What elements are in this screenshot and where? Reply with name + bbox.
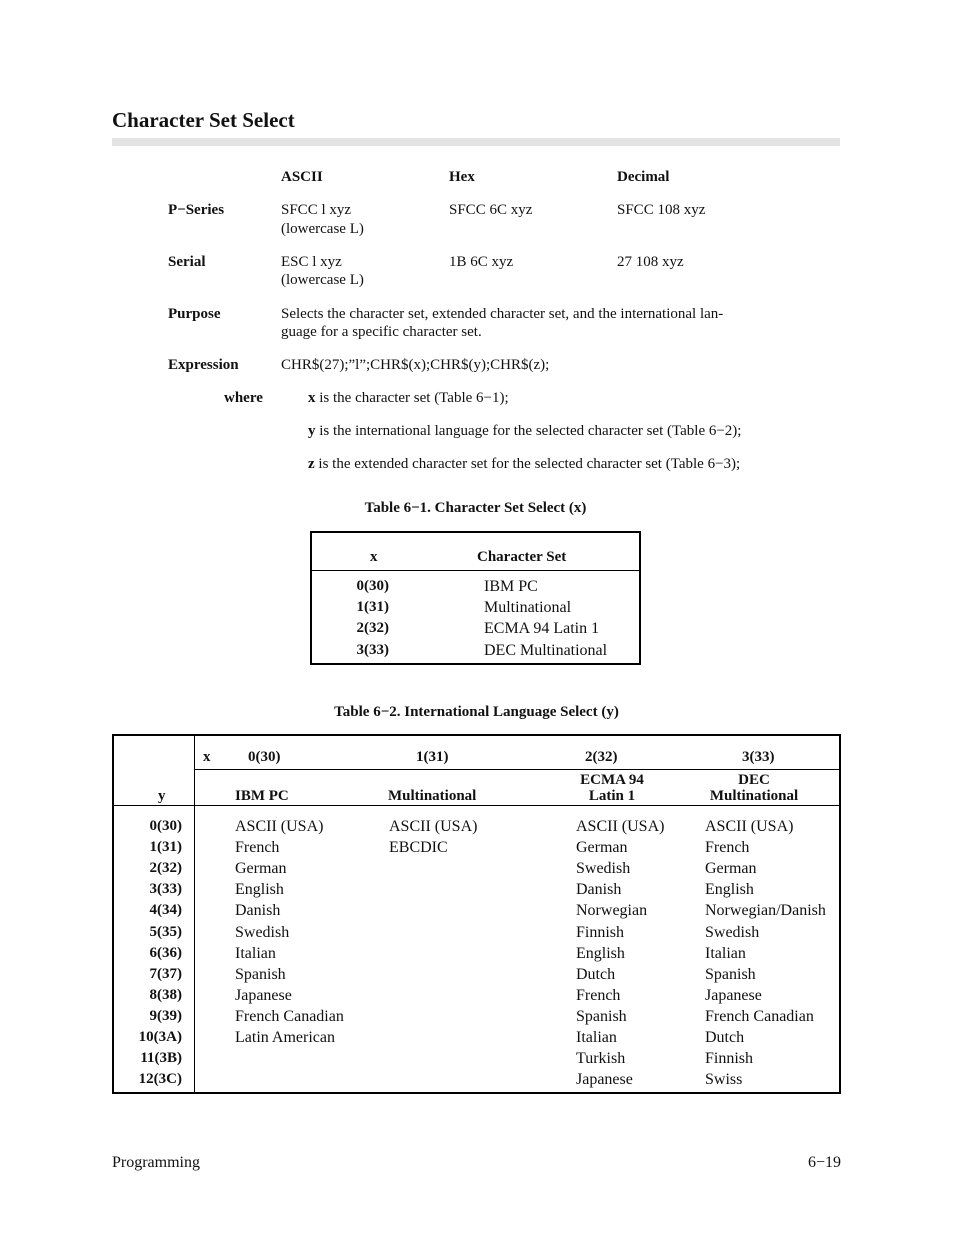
table2-cell: Norwegian (576, 902, 648, 919)
table2-cell: English (576, 945, 625, 962)
table2-x-2: 2(32) (585, 749, 618, 765)
table2 (112, 734, 841, 1094)
table1-header-x: x (370, 549, 378, 565)
table2-y-value: 8(38) (149, 987, 182, 1003)
footer-section: Programming (112, 1154, 200, 1171)
pseries-ascii-note: (lowercase L) (281, 221, 364, 237)
table2-y-value: 3(33) (149, 881, 182, 897)
table2-cell: Danish (235, 902, 281, 919)
serial-ascii-note: (lowercase L) (281, 272, 364, 288)
table2-cell: Japanese (705, 987, 762, 1004)
table2-y-value: 10(3A) (138, 1029, 182, 1045)
table2-cell: Swedish (576, 860, 631, 877)
table2-cell: Japanese (235, 987, 292, 1004)
table2-y-value: 2(32) (149, 860, 182, 876)
where-item-x (308, 389, 509, 408)
serial-decimal: 27 108 xyz (617, 254, 684, 270)
serial-ascii: ESC l xyz (281, 254, 342, 270)
table2-cell: Swiss (705, 1071, 743, 1088)
table2-y-value: 0(30) (149, 818, 182, 834)
table2-y-value: 11(3B) (140, 1050, 182, 1066)
table2-cell: ASCII (USA) (235, 818, 324, 835)
table2-y-value: 4(34) (149, 902, 182, 918)
table2-cell: Norwegian/Danish (705, 902, 826, 919)
where-text-y: is the international language for the selected character set (Table 6−2); (319, 423, 742, 439)
table2-header-rule-1 (194, 769, 839, 770)
table2-y-value: 6(36) (149, 945, 182, 961)
where-label: where (224, 390, 263, 406)
table1-x-3: 3(33) (356, 642, 389, 658)
table2-cell: French (576, 987, 621, 1004)
table2-cell: French Canadian (705, 1008, 814, 1025)
table2-cell: German (705, 860, 757, 877)
table2-x-label: x (203, 749, 211, 765)
table2-header-rule-2 (114, 805, 839, 806)
table2-y-value: 7(37) (149, 966, 182, 982)
table2-col-2-name-line1: ECMA 94 (580, 772, 644, 788)
expression-text: CHR$(27);”l”;CHR$(x);CHR$(y);CHR$(z); (281, 357, 550, 373)
table2-cell: Latin American (235, 1029, 335, 1046)
table2-cell: ASCII (USA) (705, 818, 794, 835)
header-decimal: Decimal (617, 169, 670, 185)
table2-cell: Finnish (576, 924, 625, 941)
table2-cell: English (235, 881, 284, 898)
table2-x-0: 0(30) (248, 749, 281, 765)
table2-cell: Dutch (576, 966, 616, 983)
table2-x-3: 3(33) (742, 749, 775, 765)
table2-cell: German (235, 860, 287, 877)
table1-set-3: DEC Multinational (484, 642, 608, 659)
table2-cell: English (705, 881, 754, 898)
table2-cell: Japanese (576, 1071, 633, 1088)
row-label-pseries: P−Series (168, 202, 225, 218)
table2-cell: German (576, 839, 628, 856)
table2-cell: Spanish (576, 1008, 627, 1025)
table2-col-3-name-line2: Multinational (709, 788, 799, 804)
table2-cell: Swedish (705, 924, 760, 941)
table1-header-set: Character Set (477, 549, 567, 565)
table2-y-value: 12(3C) (138, 1071, 182, 1087)
pseries-ascii: SFCC l xyz (281, 202, 352, 218)
table2-cell: Turkish (576, 1050, 626, 1067)
page-title: Character Set Select (112, 108, 295, 132)
table1-set-2: ECMA 94 Latin 1 (484, 620, 600, 637)
table2-cell: Italian (705, 945, 746, 962)
where-var-y: y (308, 423, 316, 439)
where-item-y (308, 422, 741, 441)
table2-cell: Dutch (705, 1029, 745, 1046)
header-ascii: ASCII (281, 169, 323, 185)
table2-cell: French Canadian (235, 1008, 344, 1025)
pseries-decimal: SFCC 108 xyz (617, 202, 706, 218)
table2-vertical-rule (194, 736, 195, 1092)
table2-x-1: 1(31) (416, 749, 449, 765)
table2-y-value: 5(35) (149, 924, 182, 940)
heading-rule (112, 138, 840, 146)
where-var-x: x (308, 390, 316, 406)
where-text-z: is the extended character set for the selected character set (Table 6−3); (318, 456, 741, 472)
table2-cell: Italian (235, 945, 276, 962)
table1-x-2: 2(32) (356, 620, 389, 636)
table2-col-2-name-line2: Latin 1 (588, 788, 636, 804)
table2-caption: Table 6−2. International Language Select (y) (334, 704, 619, 720)
table1-set-0: IBM PC (484, 578, 538, 595)
table2-y-value: 9(39) (149, 1008, 182, 1024)
where-var-z: z (308, 456, 315, 472)
table2-cell: French (235, 839, 280, 856)
table2-col-3-name-line1: DEC (738, 772, 770, 788)
table1 (310, 531, 641, 665)
table2-cell: Italian (576, 1029, 617, 1046)
row-label-serial: Serial (168, 254, 206, 270)
table1-header-rule (312, 570, 639, 571)
table2-cell: ASCII (USA) (576, 818, 665, 835)
table2-col-0-name: IBM PC (235, 788, 289, 804)
header-hex: Hex (449, 169, 475, 185)
purpose-text-line2: guage for a specific character set. (281, 324, 482, 340)
purpose-text-line1: Selects the character set, extended character set, and the international lan- (281, 306, 724, 322)
table2-cell: Danish (576, 881, 622, 898)
table2-y-value: 1(31) (149, 839, 182, 855)
where-item-z (308, 455, 740, 474)
table2-cell: Spanish (235, 966, 286, 983)
table2-cell: French (705, 839, 750, 856)
serial-hex: 1B 6C xyz (449, 254, 514, 270)
pseries-hex: SFCC 6C xyz (449, 202, 533, 218)
table2-y-label: y (158, 788, 166, 804)
expression-label: Expression (168, 357, 239, 373)
purpose-label: Purpose (168, 306, 221, 322)
table2-cell: Spanish (705, 966, 756, 983)
table2-cell: Finnish (705, 1050, 754, 1067)
table1-x-1: 1(31) (356, 599, 389, 615)
table2-cell: Swedish (235, 924, 290, 941)
table1-x-0: 0(30) (356, 578, 389, 594)
table2-cell: ASCII (USA) (389, 818, 478, 835)
table1-caption: Table 6−1. Character Set Select (x) (364, 500, 587, 516)
where-text-x: is the character set (Table 6−1); (319, 390, 509, 406)
table1-set-1: Multinational (484, 599, 572, 616)
footer-page-number: 6−19 (807, 1154, 841, 1171)
table2-cell: EBCDIC (389, 839, 448, 856)
table2-col-1-name: Multinational (388, 788, 477, 804)
